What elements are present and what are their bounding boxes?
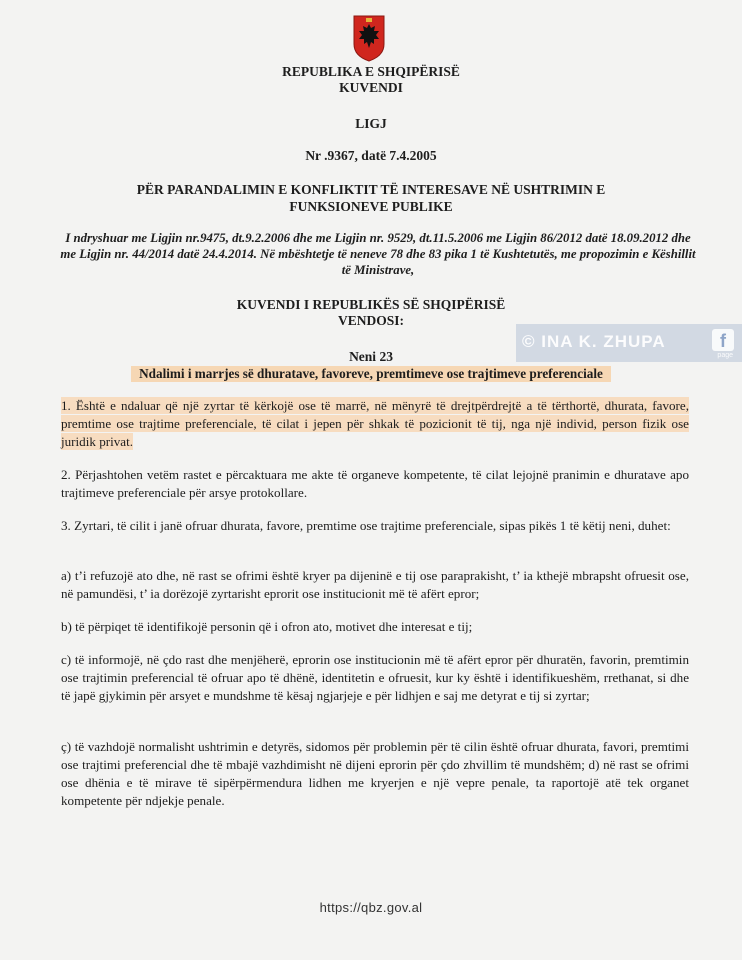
facebook-icon: f [712, 329, 734, 351]
assembly-name: KUVENDI I REPUBLIKËS SË SHQIPËRISË [236, 297, 506, 312]
law-title [0, 181, 742, 215]
law-title-line1: PËR PARANDALIMIN E KONFLIKTIT TË INTERESAVE NË USHTRIMIN E [136, 182, 606, 197]
institution-name: KUVENDI [339, 80, 403, 95]
paragraph-3: 3. Zyrtari, të cilit i janë ofruar dhurata, favore, premtime ose trajtime preferenciale, sipas pikës 1 të këtij neni, duhet: [61, 518, 671, 533]
albania-coat-of-arms-icon [352, 14, 386, 62]
article-title-wrap [0, 365, 742, 383]
source-url: https://qbz.gov.al [319, 900, 423, 915]
point-c: c) të informojë, në çdo rast dhe menjëherë, eprorin ose institucionin më të afërt epror për dhuratën, favorin, premtimin ose trajtimin preferencial të ofruar apo të dhënë, identitetin e ofruesit, kur ky është i identifikueshëm, rrethanat, si dhe të japë gjykimin për arsyet e mundshme të kësaj ngjarjeje e për lidhjen e saj me detyrat e tij si zyrtar; [61, 652, 689, 703]
article-title: Ndalimi i marrjes së dhuratave, favoreve, premtimeve ose trajtimeve preferenciale [131, 366, 611, 382]
paragraph-1 [61, 397, 689, 451]
amendment-note: I ndryshuar me Ligjin nr.9475, dt.9.2.2006 dhe me Ligjin nr. 9529, dt.11.5.2006 me Ligjin 86/2012 datë 18.09.2012 dhe me Ligjin nr. 44/2014 datë 24.4.2014. Në mbështetje të neneve 78 dhe 83 pika 1 të Kushtetutës, me propozimin e Këshillit të Ministrave, [60, 231, 696, 277]
republic-name: REPUBLIKA E SHQIPËRISË [282, 64, 460, 79]
doc-type: LIGJ [355, 116, 387, 131]
point-a: a) t’i refuzojë ato dhe, në rast se ofrimi është kryer pa dijeninë e tij ose paraprakisht, t’ ia kthejë mbrapsht ofruesit ose, në pamundësi, t’ ia dorëzojë zyrtarisht eprorit ose institucionit më të afërt epror; [61, 568, 689, 601]
point-b: b) të përpiqet të identifikojë personin që i ofron ato, motivet dhe interesat e tij; [61, 619, 473, 634]
point-c-cedilla-and-d: ç) të vazhdojë normalisht ushtrimin e detyrës, sidomos për problemin për të cilin është ofruar dhurata, favori, premtimi ose trajtimi preferencial dhe të mbajë vazhdimisht në dijeni eprorin për çdo zhvillim të mundshëm; d) në rast se ofrimi ose dhënia e të mirave të sipërpërmendura lidhen me kryerjen e një vepre penale, ta raportojë atë tek organet kompetente për ndjekje penale. [61, 739, 689, 808]
article-number: Neni 23 [349, 349, 393, 364]
law-number: Nr .9367, datë 7.4.2005 [305, 148, 437, 163]
assembly-decided: VENDOSI: [337, 313, 404, 328]
law-title-line2: FUNKSIONEVE PUBLIKE [289, 199, 453, 214]
facebook-page-label: page [717, 352, 733, 359]
paragraph-2: 2. Përjashtohen vetëm rastet e përcaktuara me akte të organeve kompetente, të cilat lejojnë pranimin e dhuratave apo trajtimeve preferenciale për arsye protokollare. [61, 467, 689, 500]
paragraph-1-highlighted-text: 1. Është e ndaluar që një zyrtar të kërkojë ose të marrë, në mënyrë të drejtpërdrejtë a të tërthortë, dhurata, favore, premtime ose trajtime preferenciale, të cilat i jepen për shkak të pozicionit të tij, nga një individ, person fizik ose juridik privat. [61, 398, 689, 449]
copyright-watermark [516, 324, 742, 362]
header-republic [0, 64, 742, 96]
watermark-text: © INA K. ZHUPA [522, 332, 666, 351]
